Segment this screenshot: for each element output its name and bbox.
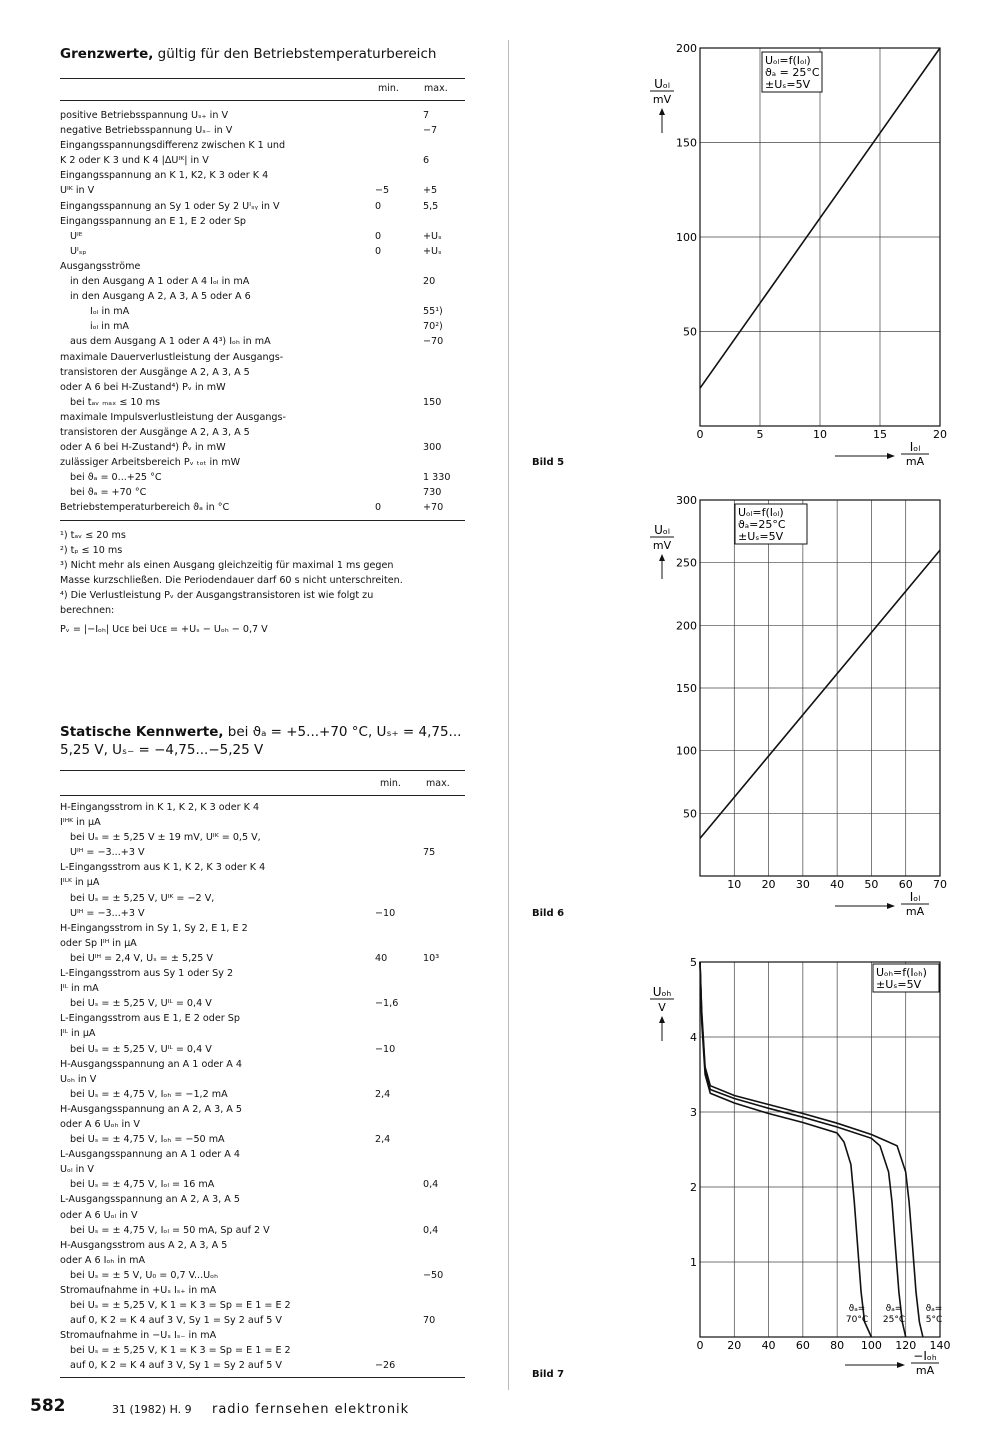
row-min: 0	[375, 245, 382, 257]
row-min: 0	[375, 200, 382, 212]
table-row	[60, 425, 465, 440]
x-tick-label: 20	[727, 1339, 742, 1352]
row-max: −50	[423, 1269, 444, 1281]
footnote: ²) tₚ ≤ 10 ms	[60, 545, 123, 556]
row-label: Uᴵᴱ	[70, 230, 83, 242]
series-line	[700, 962, 871, 1337]
series-label: ϑₐ=	[925, 1304, 943, 1314]
table-row	[60, 183, 465, 198]
row-label: positive Betriebsspannung Uₛ₊ in V	[60, 110, 229, 121]
row-min: 2,4	[375, 1134, 391, 1146]
row-max: +Uₛ	[423, 230, 442, 242]
row-label: oder Sp Iᴵᴴ in µA	[60, 937, 137, 949]
x-tick-label: 10	[813, 428, 827, 441]
column-divider	[508, 40, 509, 1390]
grenzwerte-title-bold: Grenzwerte,	[60, 46, 154, 62]
grenzwerte-header-max: max.	[424, 83, 448, 94]
row-min: −5	[375, 185, 390, 197]
magazine-name: radio fernsehen elektronik	[212, 1402, 410, 1417]
y-tick-label: 50	[683, 325, 697, 339]
footnote: ⁴) Die Verlustleistung Pᵥ der Ausgangstransistoren ist wie folgt zu	[60, 590, 374, 601]
row-label: bei Uₛ = ± 4,75 V, Iₒₗ = 16 mA	[70, 1179, 215, 1191]
row-label: K 2 oder K 3 und K 4 |ΔUᴵᴷ| in V	[60, 155, 209, 167]
table-row	[60, 815, 465, 830]
row-min: −10	[375, 1043, 396, 1055]
row-max: +70	[423, 502, 444, 514]
row-label: Betriebstemperaturbereich ϑₐ in °C	[60, 502, 230, 514]
x-tick-label: 20	[761, 878, 776, 891]
grenzwerte-header-min: min.	[378, 83, 399, 94]
series-label-temp: 70°C	[845, 1315, 869, 1325]
row-max: −7	[423, 125, 438, 137]
row-label: oder A 6 bei H-Zustand⁴) P̂ᵥ in mW	[60, 442, 226, 454]
series-label: ϑₐ=	[885, 1304, 903, 1314]
row-label: Stromaufnahme in +Uₛ Iₛ₊ in mA	[60, 1285, 217, 1296]
row-max: 70²)	[423, 321, 443, 333]
row-label: transistoren der Ausgänge A 2, A 3, A 5	[60, 366, 250, 378]
row-label: Uᴵₛₚ	[70, 245, 87, 257]
table-row	[60, 1011, 465, 1026]
row-label: Iᴵᴴᴷ in µA	[60, 817, 101, 829]
x-tick-label: 70	[933, 878, 947, 891]
row-min: 2,4	[375, 1088, 391, 1100]
row-label: auf 0, K 2 = K 4 auf 3 V, Sy 1 = Sy 2 auf 5 V	[70, 1315, 282, 1327]
row-max: 55¹)	[423, 306, 443, 318]
row-label: oder A 6 Uₒₗ in V	[60, 1209, 138, 1221]
legend-entry: Uₒₗ=f(Iₒₗ)	[738, 506, 784, 519]
grenzwerte-footnotes	[60, 528, 470, 618]
statische-header-max: max.	[426, 778, 450, 789]
bild-7-caption: Bild 7	[532, 1369, 565, 1380]
y-tick-label: 100	[676, 231, 697, 244]
table-row	[60, 410, 465, 425]
x-axis-label: Iₒₗ	[909, 890, 921, 904]
table-row	[60, 168, 465, 183]
row-label: Eingangsspannung an Sy 1 oder Sy 2 Uᴵₛᵧ in V	[60, 200, 280, 212]
x-tick-label: 60	[795, 1339, 810, 1352]
table-row	[60, 1132, 465, 1147]
table-row	[60, 1026, 465, 1041]
table-row	[60, 996, 465, 1011]
row-label: bei Uₛ = ± 4,75 V, Iₒₕ = −50 mA	[70, 1134, 225, 1146]
row-min: −26	[375, 1360, 396, 1372]
table-row	[60, 229, 465, 244]
x-tick-label: 30	[795, 878, 810, 891]
statische-rule-top	[60, 770, 465, 771]
table-row	[60, 981, 465, 996]
row-label: bei Uₛ = ± 5,25 V, Uᴵᴸ = 0,4 V	[70, 998, 212, 1010]
table-row	[60, 470, 465, 485]
row-label: L-Ausgangsspannung an A 1 oder A 4	[60, 1149, 240, 1161]
table-row	[60, 800, 465, 815]
x-axis-unit: mA	[905, 905, 925, 918]
row-max: 730	[423, 487, 442, 499]
row-label: negative Betriebsspannung Uₛ₋ in V	[60, 125, 233, 137]
chart-bild-5	[620, 38, 960, 478]
row-label: auf 0, K 2 = K 4 auf 3 V, Sy 1 = Sy 2 auf 5 V	[70, 1360, 282, 1372]
row-label: L-Eingangsstrom aus Sy 1 oder Sy 2	[60, 968, 234, 980]
row-label: bei Uₛ = ± 5,25 V, K 1 = K 3 = Sp = E 1 = E 2	[70, 1300, 291, 1312]
y-axis-label: Uₒₕ	[652, 985, 672, 999]
table-row	[60, 1087, 465, 1102]
x-arrow-head	[887, 453, 895, 459]
row-label: transistoren der Ausgänge A 2, A 3, A 5	[60, 426, 250, 438]
table-row	[60, 1102, 465, 1117]
table-row	[60, 1343, 465, 1358]
row-label: bei Uᴵᴴ = 2,4 V, Uₛ = ± 5,25 V	[70, 952, 213, 964]
legend-entry: ±Uₛ=5V	[876, 978, 922, 991]
table-row	[60, 485, 465, 500]
y-axis-unit: mV	[652, 93, 672, 106]
row-label: Iᴵᴸᴷ in µA	[60, 877, 100, 889]
series-line	[700, 550, 940, 838]
table-row	[60, 395, 465, 410]
row-max: 0,4	[423, 1179, 439, 1191]
row-min: −10	[375, 907, 396, 919]
row-max: 20	[423, 276, 436, 288]
row-label: bei tₐᵥ ₘₐₓ ≤ 10 ms	[70, 396, 161, 408]
x-tick-label: 60	[898, 878, 913, 891]
row-max: 0,4	[423, 1224, 439, 1236]
y-tick-label: 200	[676, 42, 697, 55]
x-tick-label: 100	[860, 1339, 882, 1352]
row-label: bei Uₛ = ± 4,75 V, Iₒₕ = −1,2 mA	[70, 1088, 228, 1100]
table-row	[60, 108, 465, 123]
table-row	[60, 1192, 465, 1207]
statische-title-rest: bei ϑₐ = +5...+70 °C, Uₛ₊ = 4,75...	[223, 724, 462, 740]
row-label: iₒₗ in mA	[90, 321, 129, 333]
row-label: oder A 6 bei H-Zustand⁴) Pᵥ in mW	[60, 381, 226, 393]
row-label: H-Ausgangsspannung an A 2, A 3, A 5	[60, 1103, 243, 1115]
row-max: 10³	[423, 952, 440, 964]
grenzwerte-table	[60, 108, 465, 516]
legend-entry: ϑₐ=25°C	[738, 518, 786, 531]
x-tick-label: 0	[696, 1339, 704, 1352]
row-label: bei Uₛ = ± 5,25 V, Uᴵᴷ = −2 V,	[70, 892, 215, 904]
table-row	[60, 1328, 465, 1343]
table-row	[60, 1268, 465, 1283]
y-arrow-head	[659, 1016, 665, 1023]
row-label: maximale Dauerverlustleistung der Ausgangs-	[60, 351, 284, 363]
row-label: Eingangsspannung an K 1, K2, K 3 oder K 4	[60, 170, 269, 182]
table-row	[60, 365, 465, 380]
x-tick-label: 40	[830, 878, 845, 891]
table-row	[60, 440, 465, 455]
row-label: bei Uₛ = ± 5,25 V, Uᴵᴸ = 0,4 V	[70, 1043, 212, 1055]
power-formula: Pᵥ = |−Iₒₕ| Uᴄᴇ bei Uᴄᴇ = +Uₛ − Uₒₕ − 0,7 V	[60, 624, 268, 635]
row-label: bei Uₛ = ± 5,25 V, K 1 = K 3 = Sp = E 1 = E 2	[70, 1345, 291, 1357]
row-max: +5	[423, 185, 438, 197]
row-label: Iᴵᴸ in µA	[60, 1028, 96, 1040]
row-max: 5,5	[423, 200, 439, 212]
grenzwerte-title	[60, 46, 436, 62]
row-label: L-Eingangsstrom aus K 1, K 2, K 3 oder K 4	[60, 862, 266, 874]
row-label: Uₒₗ in V	[60, 1164, 94, 1176]
y-tick-label: 300	[676, 494, 697, 507]
table-row	[60, 1223, 465, 1238]
x-tick-label: 20	[933, 428, 947, 441]
row-label: oder A 6 Iₒₕ in mA	[60, 1254, 146, 1266]
table-row	[60, 1177, 465, 1192]
grenzwerte-title-rest: gültig für den Betriebstemperaturbereich	[153, 46, 437, 62]
row-label: Uᴵᴴ = −3...+3 V	[70, 907, 145, 919]
row-min: 0	[375, 230, 382, 242]
series-label-temp: 25°C	[882, 1315, 906, 1325]
y-arrow-head	[659, 108, 665, 115]
row-label: Uₒₕ in V	[60, 1073, 97, 1085]
row-label: aus dem Ausgang A 1 oder A 4³) Iₒₕ in mA	[70, 336, 271, 348]
y-tick-label: 250	[676, 556, 697, 570]
row-max: −70	[423, 336, 444, 348]
y-tick-label: 50	[683, 807, 697, 821]
table-row	[60, 860, 465, 875]
statische-title	[60, 724, 461, 740]
y-tick-label: 5	[690, 956, 697, 969]
table-row	[60, 875, 465, 890]
table-row	[60, 319, 465, 334]
row-label: H-Eingangsstrom in Sy 1, Sy 2, E 1, E 2	[60, 922, 248, 934]
issue-info: 31 (1982) H. 9	[112, 1403, 192, 1416]
table-row	[60, 1238, 465, 1253]
table-row	[60, 966, 465, 981]
table-row	[60, 1208, 465, 1223]
table-row	[60, 304, 465, 319]
table-row	[60, 500, 465, 515]
row-max: 150	[423, 396, 442, 408]
row-label: oder A 6 Uₒₕ in V	[60, 1118, 140, 1130]
series-line	[700, 962, 923, 1337]
table-row	[60, 214, 465, 229]
row-label: H-Ausgangsspannung an A 1 oder A 4	[60, 1058, 243, 1070]
statische-table	[60, 800, 465, 1374]
y-axis-unit: V	[658, 1001, 666, 1014]
chart-bild-6	[620, 488, 960, 928]
table-row	[60, 1147, 465, 1162]
chart-bild-7	[620, 950, 960, 1390]
table-row	[60, 906, 465, 921]
table-row	[60, 455, 465, 470]
table-row	[60, 1313, 465, 1328]
row-label: Stromaufnahme in −Uₛ Iₛ₋ in mA	[60, 1330, 217, 1342]
row-max: 70	[423, 1315, 436, 1327]
table-row	[60, 936, 465, 951]
x-tick-label: 140	[929, 1339, 951, 1352]
legend-entry: Uₒₗ=f(Iₒₗ)	[765, 54, 811, 67]
footnote: ¹) tₐᵥ ≤ 20 ms	[60, 530, 126, 541]
row-label: bei Uₛ = ± 4,75 V, Iₒₗ = 50 mA, Sp auf 2 V	[70, 1224, 270, 1236]
table-row	[60, 244, 465, 259]
y-tick-label: 1	[690, 1256, 697, 1269]
y-tick-label: 150	[676, 136, 697, 150]
x-axis-label: Iₒₗ	[909, 440, 921, 454]
x-arrow-head	[897, 1362, 905, 1368]
grenzwerte-rule-header	[60, 100, 465, 101]
table-row	[60, 921, 465, 936]
table-row	[60, 845, 465, 860]
statische-rule-header	[60, 795, 465, 796]
row-label: H-Ausgangsstrom aus A 2, A 3, A 5	[60, 1239, 228, 1251]
table-row	[60, 123, 465, 138]
row-label: L-Eingangsstrom aus E 1, E 2 oder Sp	[60, 1013, 240, 1025]
row-label: in den Ausgang A 2, A 3, A 5 oder A 6	[70, 291, 251, 303]
series-label: ϑₐ=	[848, 1304, 866, 1314]
grenzwerte-rule-bottom	[60, 520, 465, 521]
table-row	[60, 259, 465, 274]
row-label: Uᴵᴴ = −3...+3 V	[70, 847, 145, 859]
x-arrow-head	[887, 903, 895, 909]
statische-title-bold: Statische Kennwerte,	[60, 724, 224, 740]
footnote: berechnen:	[60, 605, 115, 616]
x-tick-label: 5	[756, 428, 764, 441]
row-min: 0	[375, 502, 382, 514]
row-label: Eingangsspannungsdifferenz zwischen K 1 und	[60, 140, 286, 152]
table-row	[60, 274, 465, 289]
table-row	[60, 830, 465, 845]
row-label: in den Ausgang A 1 oder A 4 Iₒₗ in mA	[70, 276, 250, 288]
x-tick-label: 50	[864, 878, 879, 891]
statische-title-line2: 5,25 V, Uₛ₋ = −4,75...−5,25 V	[60, 742, 264, 758]
row-label: bei Uₛ = ± 5 V, U₀ = 0,7 V...Uₒₕ	[70, 1269, 219, 1281]
table-row	[60, 289, 465, 304]
table-row	[60, 350, 465, 365]
table-row	[60, 138, 465, 153]
row-label: Ausgangsströme	[60, 260, 141, 272]
y-tick-label: 2	[690, 1181, 697, 1194]
series-label-temp: 5°C	[925, 1315, 943, 1325]
table-row	[60, 1298, 465, 1313]
row-label: bei ϑₐ = 0...+25 °C	[70, 472, 162, 484]
row-label: maximale Impulsverlustleistung der Ausgangs-	[60, 411, 286, 423]
row-label: bei Uₛ = ± 5,25 V ± 19 mV, Uᴵᴷ = 0,5 V,	[70, 832, 261, 844]
table-row	[60, 1117, 465, 1132]
row-min: 40	[375, 952, 388, 964]
x-axis-label: −Iₒₕ	[913, 1349, 937, 1363]
row-min: −1,6	[375, 998, 399, 1010]
statische-header-min: min.	[380, 778, 401, 789]
grenzwerte-rule-top	[60, 78, 465, 79]
y-tick-label: 4	[690, 1031, 697, 1044]
table-row	[60, 1358, 465, 1373]
y-arrow-head	[659, 554, 665, 561]
table-row	[60, 1162, 465, 1177]
y-tick-label: 150	[676, 682, 697, 695]
legend-entry: ϑₐ = 25°C	[765, 66, 820, 79]
row-max: 75	[423, 847, 436, 859]
row-label: Eingangsspannung an E 1, E 2 oder Sp	[60, 215, 246, 227]
x-tick-label: 0	[696, 428, 704, 441]
x-tick-label: 80	[830, 1339, 845, 1352]
y-axis-label: Uₒₗ	[654, 77, 670, 91]
y-tick-label: 200	[676, 619, 697, 633]
row-label: L-Ausgangsspannung an A 2, A 3, A 5	[60, 1194, 240, 1206]
row-label: H-Eingangsstrom in K 1, K 2, K 3 oder K 4	[60, 802, 260, 813]
row-max: 300	[423, 442, 442, 454]
x-axis-unit: mA	[905, 455, 925, 468]
row-label: Iₒₗ in mA	[90, 306, 130, 318]
plot-frame	[700, 962, 940, 1337]
table-row	[60, 380, 465, 395]
legend-entry: ±Uₛ=5V	[765, 78, 811, 91]
table-row	[60, 1042, 465, 1057]
row-max: 7	[423, 110, 430, 121]
y-axis-unit: mV	[652, 539, 672, 552]
statische-rule-bottom	[60, 1377, 465, 1378]
table-row	[60, 1057, 465, 1072]
table-row	[60, 891, 465, 906]
footnote: Masse kurzschließen. Die Periodendauer darf 60 s nicht unterschreiten.	[60, 575, 403, 586]
x-tick-label: 15	[873, 428, 887, 441]
x-axis-unit: mA	[915, 1364, 935, 1377]
row-label: bei ϑₐ = +70 °C	[70, 487, 147, 499]
row-label: zulässiger Arbeitsbereich Pᵥ ₜₒₜ in mW	[60, 457, 241, 469]
table-row	[60, 199, 465, 214]
x-tick-label: 10	[727, 878, 742, 891]
bild-5-caption: Bild 5	[532, 457, 565, 468]
table-row	[60, 334, 465, 349]
table-row	[60, 1253, 465, 1268]
x-tick-label: 120	[895, 1339, 917, 1352]
table-row	[60, 153, 465, 168]
legend-entry: Uₒₕ=f(Iₒₕ)	[876, 966, 927, 979]
row-max: 1 330	[423, 472, 451, 484]
legend-entry: ±Uₛ=5V	[738, 530, 784, 543]
bild-6-caption: Bild 6	[532, 908, 565, 919]
row-max: 6	[423, 155, 430, 167]
footnote: ³) Nicht mehr als einen Ausgang gleichzeitig für maximal 1 ms gegen	[60, 560, 394, 571]
table-row	[60, 1283, 465, 1298]
row-label: Iᴵᴸ in mA	[60, 983, 99, 995]
x-tick-label: 40	[761, 1339, 776, 1352]
y-tick-label: 100	[676, 744, 697, 758]
row-max: +Uₛ	[423, 245, 442, 257]
y-axis-label: Uₒₗ	[654, 523, 670, 537]
table-row	[60, 1072, 465, 1087]
y-tick-label: 3	[690, 1106, 697, 1119]
row-label: Uᴵᴷ in V	[60, 185, 95, 197]
table-row	[60, 951, 465, 966]
page-number: 582	[30, 1396, 66, 1416]
